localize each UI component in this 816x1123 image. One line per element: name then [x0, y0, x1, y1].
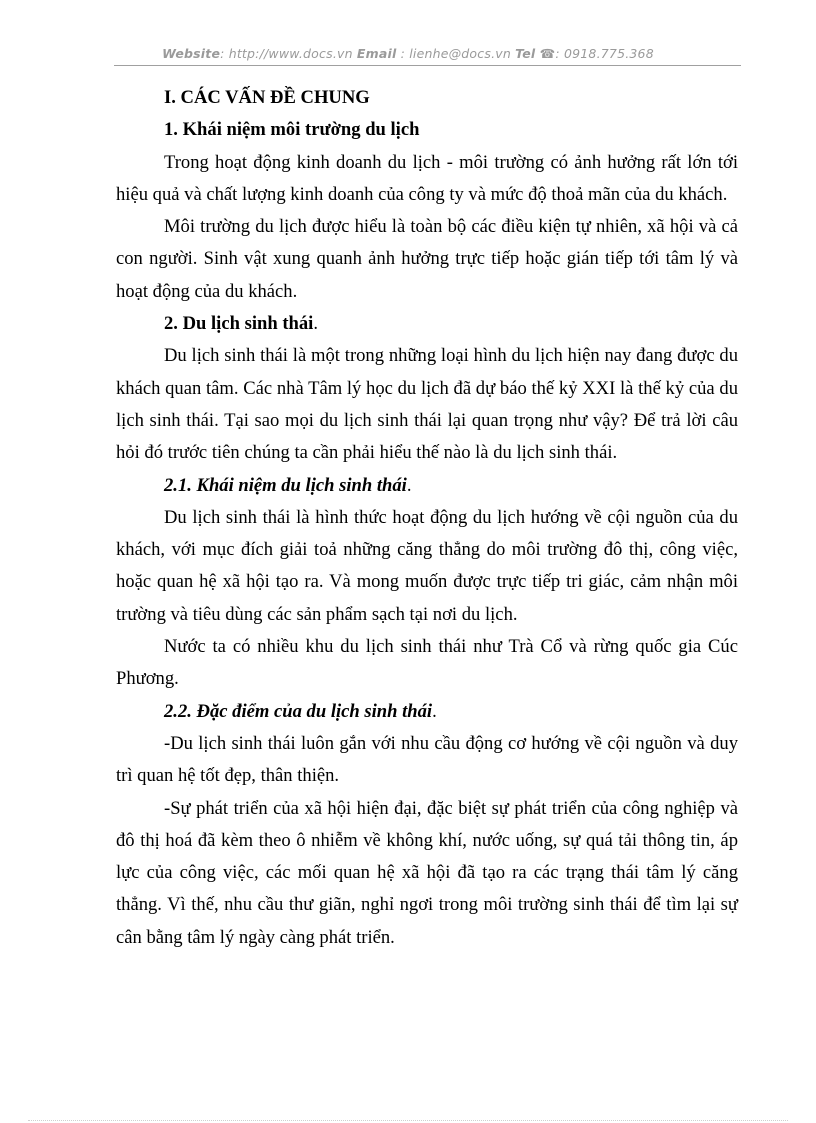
paragraph-3: Du lịch sinh thái là một trong những loại hình du lịch hiện nay đang được du khách quan tâm. Các nhà Tâm lý học du lịch đã dự báo thế kỷ XXI là thế kỷ của du lịch sinh thái. Tại sao mọi du lịch sinh thái lại quan trọng như vậy? Để trả lời câu hỏi đó trước tiên chúng ta cần phải hiểu thế nào là du lịch sinh thái. [116, 345, 738, 464]
heading-1: 1. Khái niệm môi trường du lịch [164, 119, 420, 141]
tel-label: Tel [515, 46, 536, 61]
paragraph-2: Môi trường du lịch được hiểu là toàn bộ các điều kiện tự nhiên, xã hội và cả con người. Sinh vật xung quanh ảnh hưởng trực tiếp hoặc gián tiếp tới tâm lý và hoạt động của du khách. [116, 216, 738, 302]
email-value: : lienhe@docs.vn [396, 46, 516, 61]
paragraph-7: -Sự phát triển của xã hội hiện đại, đặc biệt sự phát triển của công nghiệp và đô thị hoá đã kèm theo ô nhiễm về không khí, nước uống, sự quá tải thông tin, áp lực của công việc, các mối quan hệ xã hội đã tạo ra các trạng thái tâm lý căng thẳng. Vì thế, nhu cầu thư giãn, nghỉ ngơi trong môi trường sinh thái để tìm lại sự cân bằng tâm lý ngày càng phát triển. [116, 797, 738, 948]
document-body [116, 82, 738, 954]
page-header [0, 46, 816, 61]
website-value: : http://www.docs.vn [220, 46, 357, 61]
section-title: I. CÁC VẤN ĐỀ CHUNG [164, 87, 370, 108]
header-divider [114, 65, 741, 66]
heading-2-text: 2. Du lịch sinh thái [164, 313, 314, 335]
heading-2-2-text: 2.2. Đặc điểm của du lịch sinh thái [164, 700, 433, 722]
heading-2: 2. Du lịch sinh thái. [164, 313, 318, 335]
email-label: Email [356, 46, 397, 61]
paragraph-6: -Du lịch sinh thái luôn gắn với nhu cầu động cơ hướng về cội nguồn và duy trì quan hệ tốt đẹp, thân thiện. [116, 732, 738, 787]
heading-2-2: 2.2. Đặc điểm của du lịch sinh thái. [164, 700, 437, 722]
heading-2-1-text: 2.1. Khái niệm du lịch sinh thái [164, 474, 407, 496]
heading-2-1: 2.1. Khái niệm du lịch sinh thái. [164, 474, 412, 496]
website-label: Website [162, 46, 221, 61]
phone-icon: ☎ [539, 46, 556, 61]
paragraph-5: Nước ta có nhiều khu du lịch sinh thái như Trà Cổ và rừng quốc gia Cúc Phương. [116, 636, 738, 690]
footer-divider [28, 1120, 788, 1121]
tel-value: : 0918.775.368 [555, 46, 654, 61]
paragraph-4: Du lịch sinh thái là hình thức hoạt động du lịch hướng về cội nguồn của du khách, với mục đích giải toả những căng thẳng do môi trường đô thị, công việc, hoặc quan hệ xã hội tạo ra. Và mong muốn được trực tiếp tri giác, cảm nhận môi trường và tiêu dùng các sản phẩm sạch tại nơi du lịch. [116, 506, 738, 625]
paragraph-1: Trong hoạt động kinh doanh du lịch - môi trường có ảnh hưởng rất lớn tới hiệu quả và chất lượng kinh doanh của công ty và mức độ thoả mãn của du khách. [116, 151, 738, 205]
